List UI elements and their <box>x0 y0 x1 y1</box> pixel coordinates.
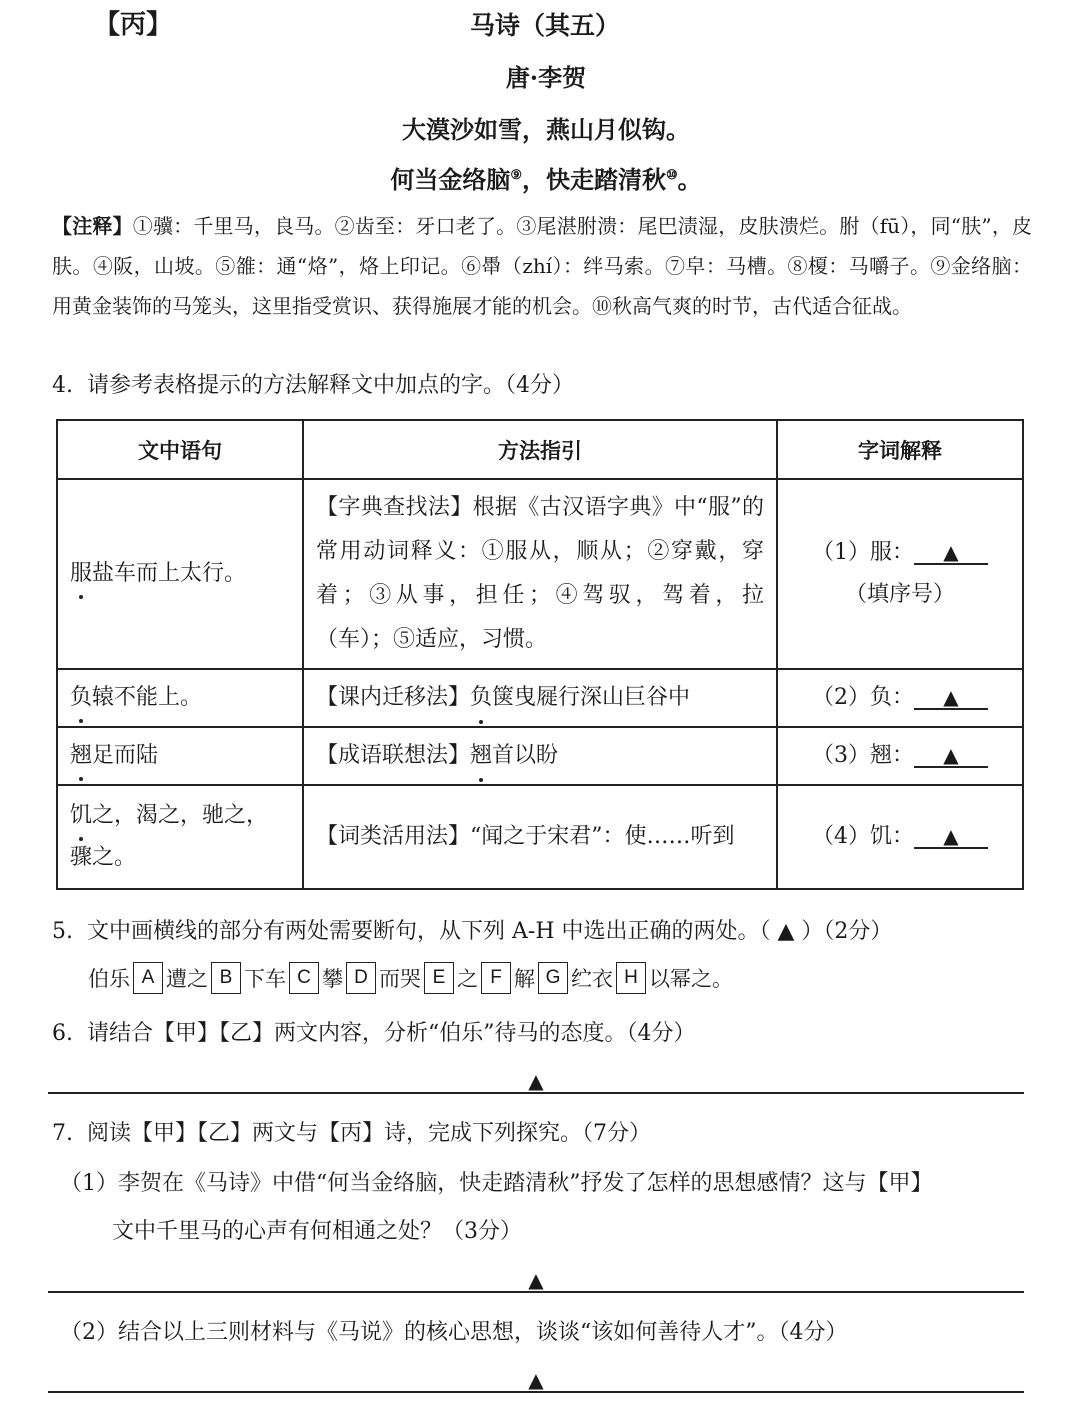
punctuation-options <box>88 962 733 994</box>
header-method: 方法指引 <box>303 420 777 479</box>
method-cell: 【课内迁移法】负箧曳屣行深山巨谷中 <box>303 669 777 727</box>
option-box-e[interactable]: E <box>424 962 454 994</box>
poem-line-1: 大漠沙如雪，燕山月似钩。 <box>402 115 690 144</box>
text-segment: 解 <box>514 967 535 991</box>
annotations-text: ①骥：千里马，良马。②齿至：牙口老了。③尾湛胕溃：尾巴渍湿，皮肤溃烂。胕（fū），同“肤”，皮肤。④阪，山坡。⑤雒：通“烙”，烙上印记。⑥馽（zhí）：绊马索。⑦皁：马槽。⑧榎：马嚼子。⑨金络脑：用黄金装饰的马笼头，这里指受赏识、获得施展才能的机会。⑩秋高气爽的时节，古代适合征战。 <box>52 214 1033 318</box>
text-segment: 以幂之。 <box>649 967 733 991</box>
text-segment: 之 <box>457 967 478 991</box>
text-segment: 而哭 <box>379 967 421 991</box>
answer-blank[interactable]: ▲ <box>914 541 988 565</box>
table-row <box>57 669 1023 727</box>
table-row <box>57 785 1023 889</box>
fill-hint: （填序号） <box>844 582 955 607</box>
header-explanation: 字词解释 <box>777 420 1023 479</box>
text-segment: 伯乐 <box>88 967 130 991</box>
question-7-1-line1: （1）李贺在《马诗》中借“何当金络脑，快走踏清秋”抒发了怎样的思想感情？这与【甲】 <box>60 1171 933 1196</box>
option-box-g[interactable]: G <box>538 962 568 994</box>
poem-line-2: 何当金络脑⑨，快走踏清秋⑩。 <box>390 165 702 194</box>
sentence-cell: 翘足而陆 <box>57 727 303 785</box>
table-row <box>57 727 1023 785</box>
question-5: 5. 文中画横线的部分有两处需要断句，从下列 A-H 中选出正确的两处。（ ▲ ）（2分） <box>52 919 893 944</box>
answer-line-q7-1[interactable] <box>48 1291 1024 1293</box>
text-segment: 纻衣 <box>571 967 613 991</box>
sentence-cell: 饥之，渴之，驰之，骤之。 <box>57 785 303 889</box>
poem-title: 马诗（其五） <box>469 11 620 40</box>
option-box-d[interactable]: D <box>346 962 376 994</box>
answer-line-q7-2[interactable] <box>48 1391 1024 1393</box>
method-cell: 【成语联想法】翘首以盼 <box>303 727 777 785</box>
sentence-cell: 服盐车而上太行。 <box>57 479 303 669</box>
sentence-cell: 负辕不能上。 <box>57 669 303 727</box>
methods-table <box>56 419 1024 890</box>
answer-blank[interactable]: ▲ <box>914 744 988 768</box>
question-4: 4. 请参考表格提示的方法解释文中加点的字。（4分） <box>52 373 574 398</box>
answer-line-q6[interactable] <box>48 1092 1024 1094</box>
method-cell: 【字典查找法】根据《古汉语字典》中“服”的常用动词释义：①服从，顺从；②穿戴，穿着；③从事，担任；④驾驭，驾着，拉（车）；⑤适应，习惯。 <box>303 479 777 669</box>
poem-author: 唐·李贺 <box>505 63 587 92</box>
method-cell: 【词类活用法】“闻之于宋君”：使……听到 <box>303 785 777 889</box>
answer-marker: ▲ <box>528 1368 544 1392</box>
annotations-label: 【注释】 <box>52 214 133 238</box>
explanation-cell[interactable]: （3）翘： ▲ <box>777 727 1023 785</box>
header-sentence: 文中语句 <box>57 420 303 479</box>
section-label: 【丙】 <box>94 10 173 40</box>
annotations <box>52 206 1032 326</box>
explanation-cell[interactable]: （4）饥： ▲ <box>777 785 1023 889</box>
question-7: 7. 阅读【甲】【乙】两文与【丙】诗，完成下列探究。（7分） <box>52 1121 651 1146</box>
answer-marker: ▲ <box>528 1268 544 1292</box>
answer-blank[interactable]: ▲ <box>914 825 988 849</box>
question-7-2: （2）结合以上三则材料与《马说》的核心思想，谈谈“该如何善待人才”。（4分） <box>60 1320 848 1345</box>
table-header-row <box>57 420 1023 479</box>
answer-marker: ▲ <box>528 1069 544 1093</box>
question-7-1-line2: 文中千里马的心声有何相通之处？（3分） <box>112 1219 522 1244</box>
option-box-a[interactable]: A <box>133 962 163 994</box>
explanation-cell[interactable]: （2）负： ▲ <box>777 669 1023 727</box>
question-6: 6. 请结合【甲】【乙】两文内容，分析“伯乐”待马的态度。（4分） <box>52 1021 696 1046</box>
text-segment: 下车 <box>244 967 286 991</box>
option-box-h[interactable]: H <box>616 962 646 994</box>
explanation-cell[interactable]: （1）服： ▲ （填序号） <box>777 479 1023 669</box>
answer-blank[interactable]: ▲ <box>914 686 988 710</box>
option-box-c[interactable]: C <box>289 962 319 994</box>
option-box-b[interactable]: B <box>211 962 241 994</box>
option-box-f[interactable]: F <box>481 962 511 994</box>
table-row <box>57 479 1023 669</box>
text-segment: 攀 <box>322 967 343 991</box>
text-segment: 遭之 <box>166 967 208 991</box>
